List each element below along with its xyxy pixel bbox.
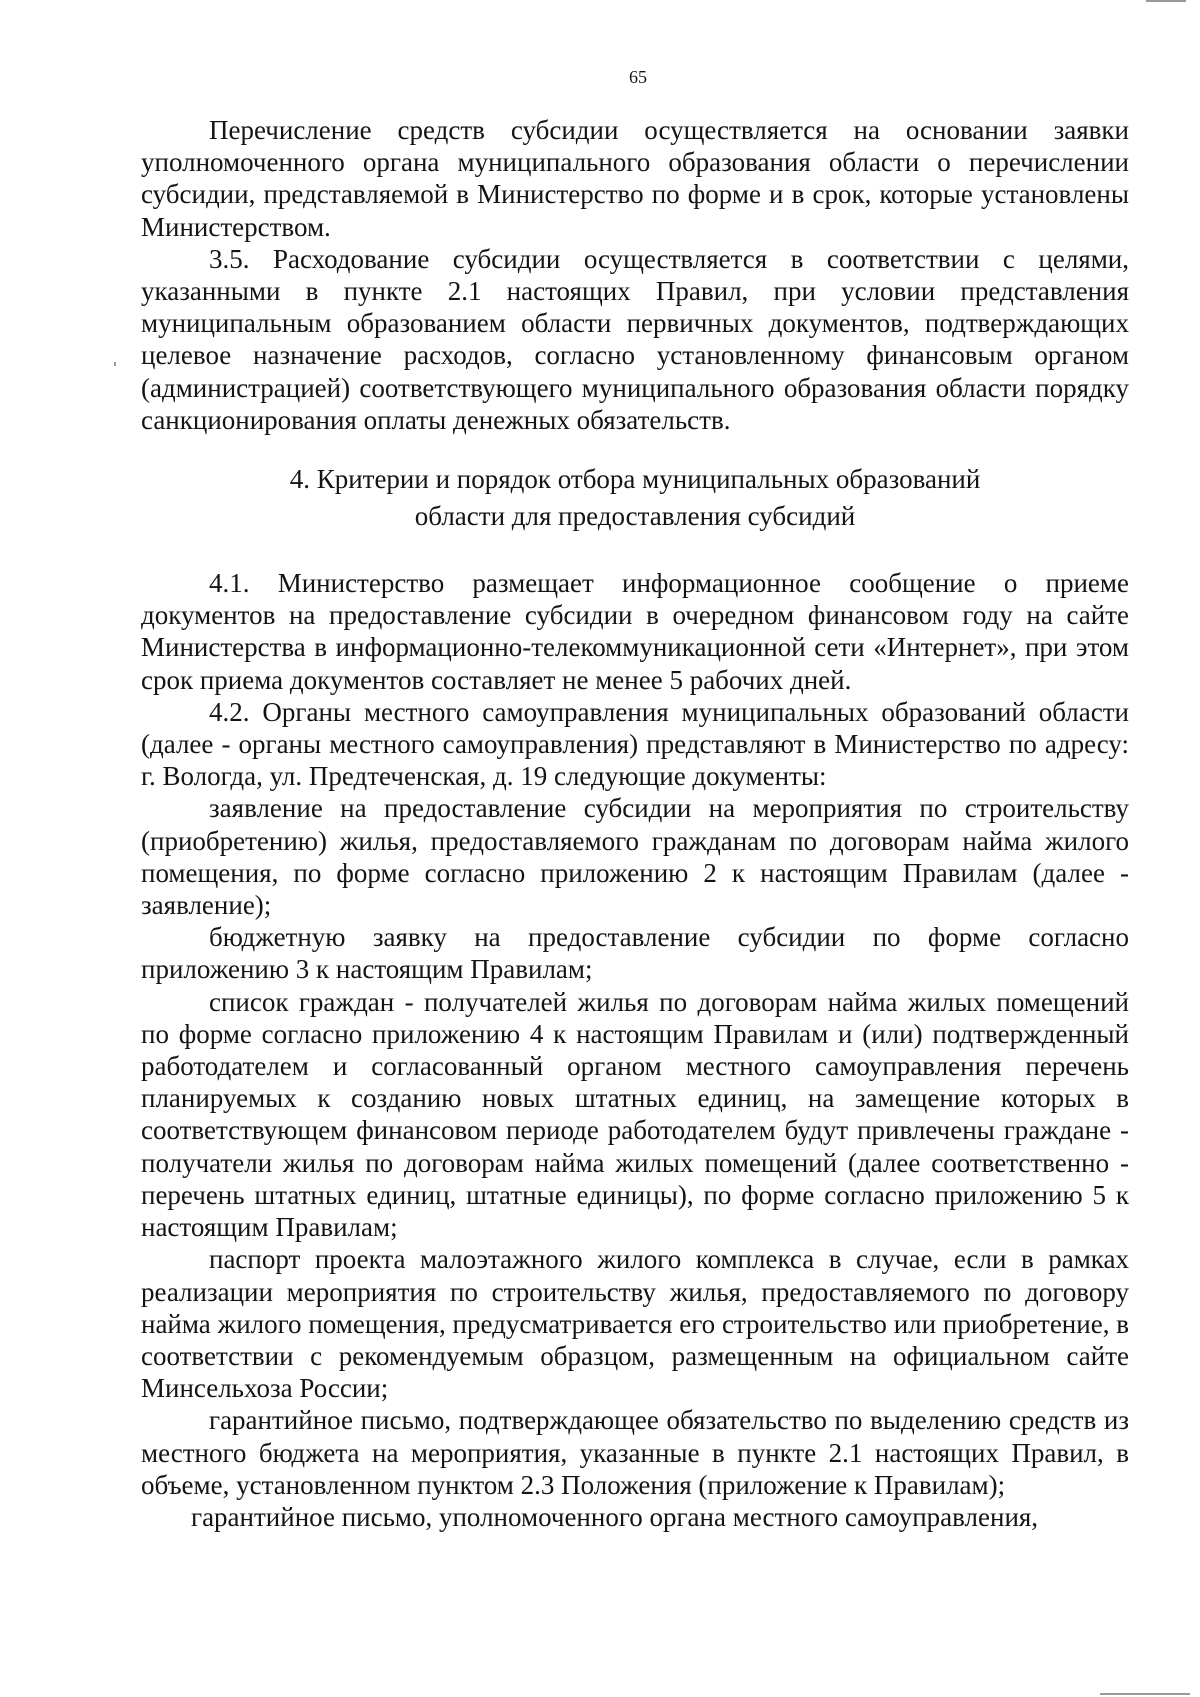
scan-artifact-top-right [1146,0,1186,2]
scan-artifact-bottom-right [1100,1693,1190,1695]
document-body [141,114,1129,1533]
section-heading-line-2: области для предоставления субсидий [414,501,856,532]
paragraph-4-1: 4.1. Министерство размещает информационное сообщение о приеме документов на предоставление субсидии в очередном финансовом году на сайте Министерства в информационно-телекоммуникационной сети «Интернет», при этом срок приема документов составляет не менее 5 рабочих дней. [141,568,1129,695]
section-heading [141,461,1129,535]
list-item-project-passport: паспорт проекта малоэтажного жилого комплекса в случае, если в рамках реализации мероприятия по строительству жилья, предоставляемого по договору найма жилого помещения, предусматривается его строительство или приобретение, в соответствии с рекомендуемым образцом, размещенным на официальном сайте Минсельхоза России; [141,1244,1129,1404]
list-item-citizens-list: список граждан - получателей жилья по договорам найма жилых помещений по форме согласно приложению 4 к настоящим Правилам и (или) подтвержденный работодателем и согласованный органом местного самоуправления перечень планируемых к созданию новых штатных единиц, на замещение которых в соответствующем финансовом периоде работодателем будут привлечены граждане - получатели жилья по договорам найма жилых помещений (далее соответственно - перечень штатных единиц, штатные единицы), по форме согласно приложению 5 к настоящим Правилам; [141,986,1129,1243]
list-item-guarantee-letter: гарантийное письмо, подтверждающее обязательство по выделению средств из местного бюджета на мероприятия, указанные в пункте 2.1 настоящих Правил, в объеме, установленном пунктом 2.3 Положения (приложение к Правилам); [141,1405,1129,1500]
scan-artifact-left-margin [114,362,116,366]
list-item-guarantee-letter-authority: гарантийное письмо, уполномоченного органа местного самоуправления, [191,1501,1039,1532]
paragraph-subsidy-transfer: Перечисление средств субсидии осуществляется на основании заявки уполномоченного органа муниципального образования области о перечислении субсидии, представляемой в Министерство по форме и в срок, которые установлены Министерством. [141,115,1129,242]
list-item-application: заявление на предоставление субсидии на мероприятия по строительству (приобретению) жилья, предоставляемого гражданам по договорам найма жилого помещения, по форме согласно приложению 2 к настоящим Правилам (далее - заявление); [141,793,1129,921]
paragraph-3-5: 3.5. Расходование субсидии осуществляется в соответствии с целями, указанными в пункте 2.1 настоящих Правил, при условии представления муниципальным образованием области первичных документов, подтверждающих целевое назначение расходов, согласно установленному финансовым органом (администрацией) соответствующего муниципального образования области порядку санкционирования оплаты денежных обязательств. [141,243,1129,435]
paragraph-4-2: 4.2. Органы местного самоуправления муниципальных образований области (далее - органы местного самоуправления) представляют в Министерство по адресу: г. Вологда, ул. Предтеченская, д. 19 следующие документы: [141,696,1129,792]
page-number: 65 [629,67,647,87]
list-item-budget-request: бюджетную заявку на предоставление субсидии по форме согласно приложению 3 к настоящим Правилам; [141,922,1129,985]
section-heading-line-1: 4. Критерии и порядок отбора муниципальных образований [289,464,981,495]
